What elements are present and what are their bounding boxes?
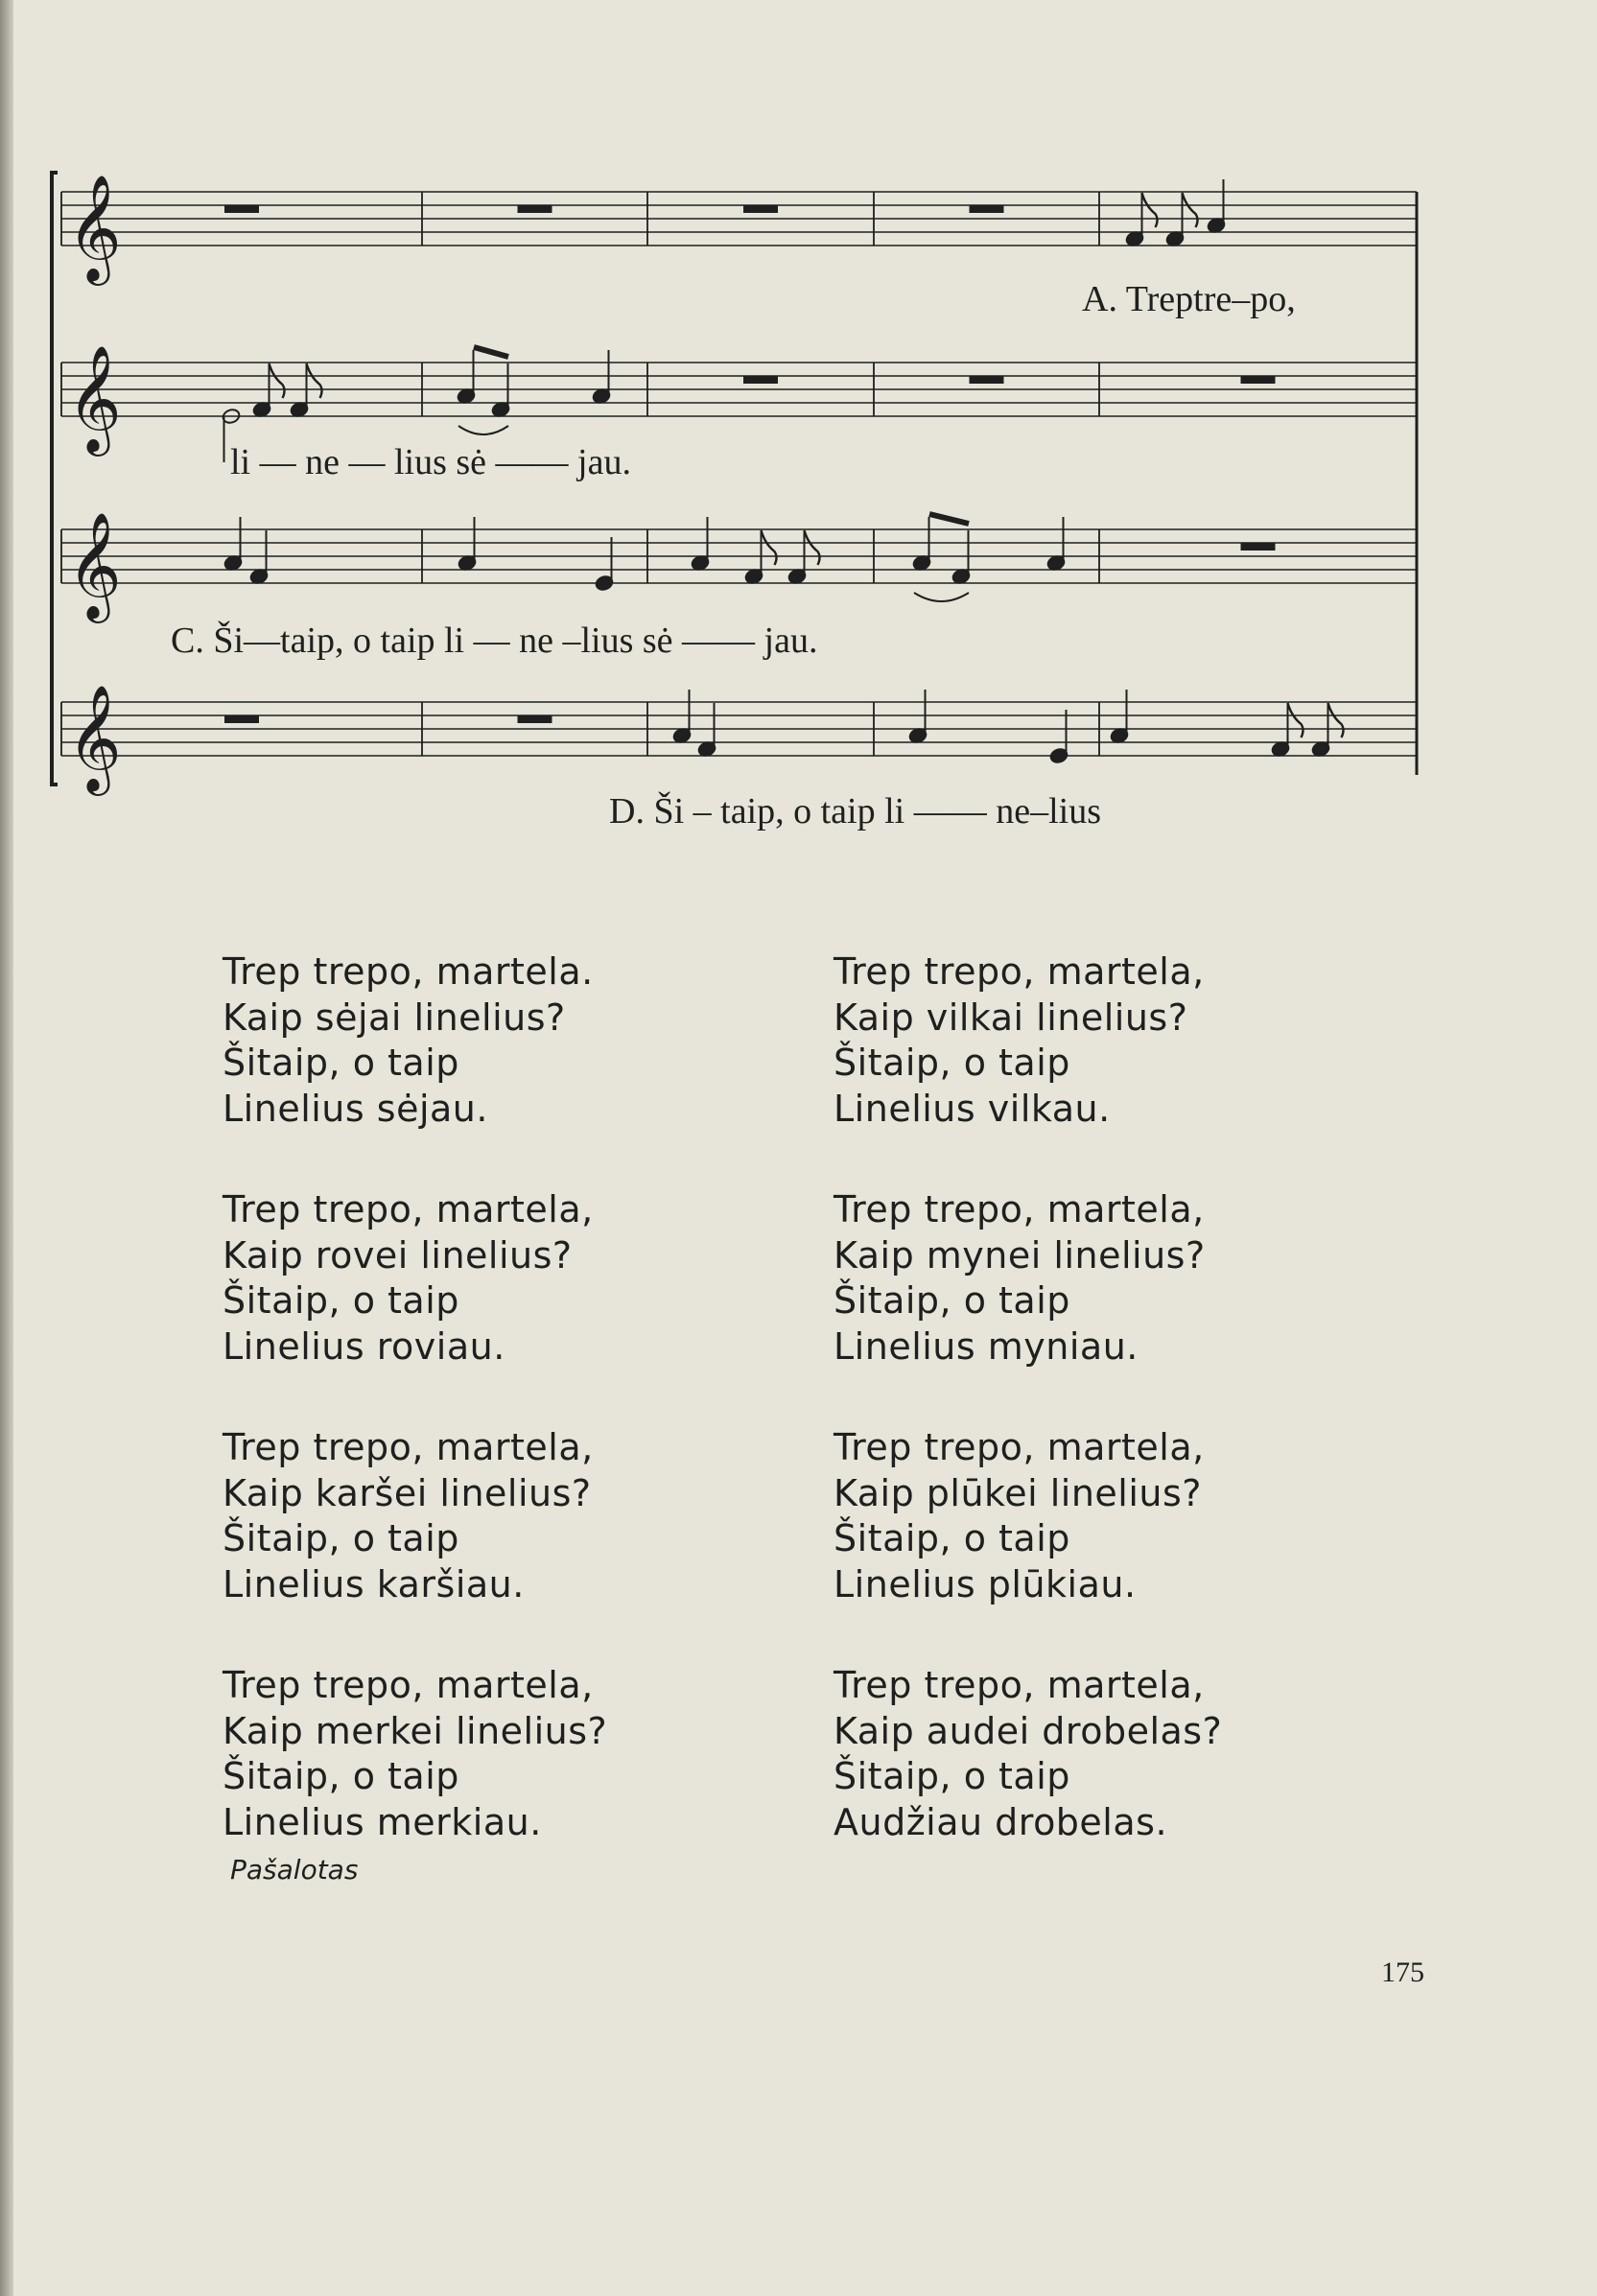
verse-line: Kaip audei drobelas? <box>834 1709 1223 1752</box>
stanza <box>834 1425 1222 1607</box>
poem-column-left <box>223 949 607 1845</box>
verse-line: Kaip plūkei linelius? <box>834 1471 1202 1514</box>
whole-rest <box>743 205 778 213</box>
whole-rest <box>1241 543 1276 551</box>
verse-line: Trep trepo, martela, <box>834 1188 1205 1230</box>
whole-rest <box>224 715 259 723</box>
poem-column-right <box>834 949 1222 1845</box>
verse-line: Šitaip, o taip <box>223 1279 459 1322</box>
stanza <box>834 949 1222 1132</box>
lyric-line-4: D. Ši – taip, o taip li —— ne–lius <box>609 791 1101 832</box>
note-flag <box>1142 193 1158 227</box>
note-beam <box>929 514 969 524</box>
verse-line: Linelius karšiau. <box>223 1562 525 1605</box>
verse-line: Trep trepo, martela. <box>223 950 594 993</box>
system-bracket <box>52 173 58 785</box>
stanza <box>223 1187 607 1370</box>
note-flag <box>762 530 777 565</box>
verse-line: Trep trepo, martela, <box>223 1426 594 1468</box>
verse-line: Linelius vilkau. <box>834 1087 1111 1130</box>
whole-rest <box>970 376 1004 384</box>
verse-line: Kaip rovei linelius? <box>223 1233 573 1277</box>
slur <box>458 426 508 434</box>
stanza <box>223 949 607 1132</box>
verse-line: Linelius myniau. <box>834 1324 1139 1368</box>
whole-rest <box>518 205 552 213</box>
music-score <box>0 0 1597 863</box>
note-flag <box>1288 703 1303 738</box>
verse-line: Linelius roviau. <box>223 1324 505 1368</box>
verse-line: Trep trepo, martela, <box>834 1426 1205 1468</box>
verse-line: Šitaip, o taip <box>223 1517 459 1559</box>
verse-line: Trep trepo, martela, <box>834 950 1205 993</box>
note-flag <box>307 363 322 398</box>
whole-rest <box>1241 376 1276 384</box>
verse-line: Trep trepo, martela, <box>834 1664 1205 1706</box>
stanza <box>834 1187 1222 1370</box>
treble-clef-icon: 𝄞 <box>67 174 122 281</box>
whole-rest <box>743 376 778 384</box>
verse-line: Šitaip, o taip <box>834 1279 1070 1322</box>
treble-clef-icon: 𝄞 <box>67 684 122 791</box>
treble-clef-icon: 𝄞 <box>67 511 122 619</box>
verse-line: Kaip sėjai linelius? <box>223 996 566 1039</box>
stanza <box>223 1425 607 1607</box>
lyric-line-3: C. Ši—taip, o taip li — ne –lius sė —— jau. <box>171 621 818 661</box>
verse-line: Trep trepo, martela, <box>223 1188 594 1230</box>
stanza <box>223 1663 607 1845</box>
note-flag <box>1183 193 1198 227</box>
note-flag <box>805 530 820 565</box>
whole-rest <box>224 205 259 213</box>
verse-line: Kaip merkei linelius? <box>223 1709 608 1752</box>
verse-line: Kaip vilkai linelius? <box>834 996 1188 1039</box>
lyric-line-2: li — ne — lius sė —— jau. <box>230 442 631 482</box>
whole-rest <box>970 205 1004 213</box>
verse-line: Linelius sėjau. <box>223 1087 488 1130</box>
verse-line: Kaip mynei linelius? <box>834 1233 1206 1277</box>
verse-line: Audžiau drobelas. <box>834 1800 1168 1843</box>
verse-line: Šitaip, o taip <box>834 1042 1070 1084</box>
treble-clef-icon: 𝄞 <box>67 344 122 452</box>
page-number: 175 <box>1381 1956 1424 1988</box>
verse-line: Šitaip, o taip <box>223 1755 459 1797</box>
slur <box>914 593 969 601</box>
stanza <box>834 1663 1222 1845</box>
verse-line: Kaip karšei linelius? <box>223 1471 592 1514</box>
verse-line: Trep trepo, martela, <box>223 1664 594 1706</box>
whole-rest <box>518 715 552 723</box>
verse-line: Linelius plūkiau. <box>834 1562 1137 1605</box>
lyric-line-1: A. Treptre–po, <box>1082 279 1296 319</box>
note-beam <box>474 347 508 357</box>
note-flag <box>270 363 285 398</box>
verse-line: Linelius merkiau. <box>223 1800 542 1843</box>
verse-line: Šitaip, o taip <box>223 1042 459 1084</box>
note-flag <box>1328 703 1344 738</box>
verse-line: Šitaip, o taip <box>834 1755 1070 1797</box>
source-attribution: Pašalotas <box>230 1854 359 1886</box>
verse-line: Šitaip, o taip <box>834 1517 1070 1559</box>
